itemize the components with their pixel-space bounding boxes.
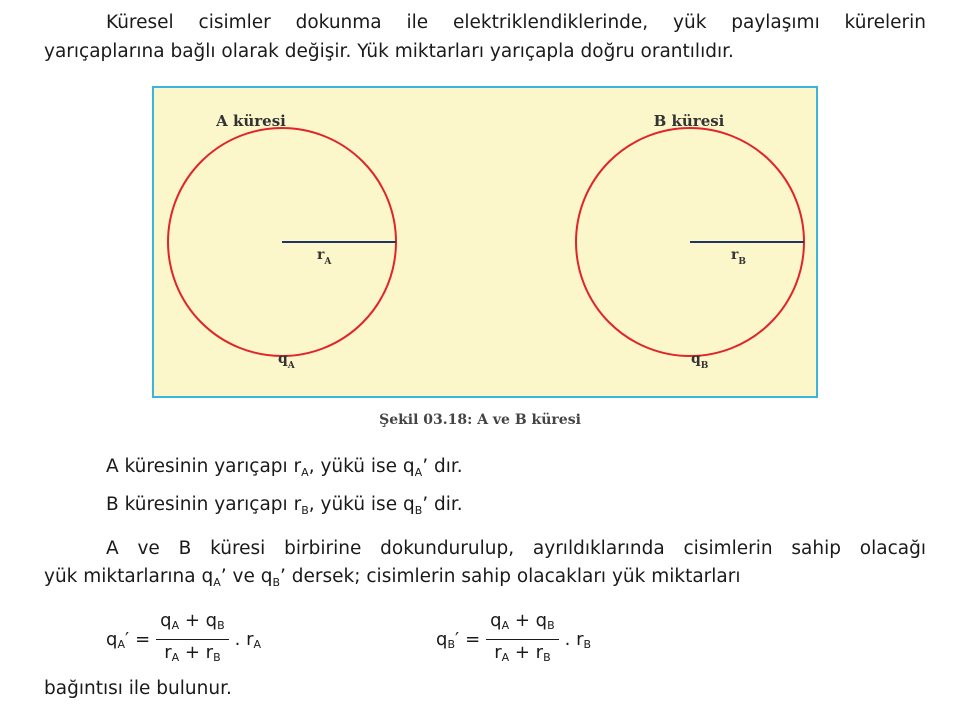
touch-line-1: A ve B küresi birbirine dokundurulup, ayrıldıklarında cisimlerin sahip olacağı [106, 538, 926, 559]
formula-qb-tail: . rB [564, 628, 592, 651]
formula-qb-equals: = [465, 629, 481, 650]
formula-qb-lhs: qB′ [436, 628, 460, 651]
intro-line-1: Küresel cisimler dokunma ile elektriklendiklerinde, yük paylaşımı kürelerin [106, 12, 926, 33]
sphere-b-radius-label: $r_B$ [731, 247, 746, 267]
sentence-a: A küresinin yarıçapı $r_A$, yükü ise $q_A$’ dır. [106, 456, 463, 479]
sphere-a-radius-label: $r_A$ [317, 247, 332, 267]
figure-spheres [152, 86, 818, 398]
conclusion: bağıntısı ile bulunur. [44, 678, 232, 699]
sphere-a-charge-label: $q_A$ [278, 351, 295, 371]
sentence-b: B küresinin yarıçapı $r_B$, yükü ise $q_B$’ dir. [106, 494, 463, 517]
spheres-diagram [154, 88, 816, 396]
formula-qa [106, 610, 261, 669]
touch-line-2: yük miktarlarına $q_A$’ ve $q_B$’ dersek; cisimlerin sahip olacakları yük miktarları [44, 566, 741, 589]
sphere-b-title: B küresi [653, 112, 725, 130]
formula-qa-lhs: qA′ [106, 628, 130, 651]
sphere-a-title: A küresi [216, 112, 286, 130]
formula-qa-fraction: $\frac{qA + qB}{rA + rB}$ [156, 610, 228, 669]
intro-line-2: yarıçaplarına bağlı olarak değişir. Yük miktarları yarıçapla doğru orantılıdır. [44, 41, 734, 62]
formula-qa-tail: . rA [234, 628, 262, 651]
formula-qb-fraction: $\frac{qA + qB}{rA + rB}$ [486, 610, 558, 669]
figure-caption: Şekil 03.18: A ve B küresi [379, 412, 581, 428]
sphere-b-charge-label: $q_B$ [691, 351, 709, 371]
formula-qa-equals: = [135, 629, 151, 650]
formula-qb [436, 610, 591, 669]
